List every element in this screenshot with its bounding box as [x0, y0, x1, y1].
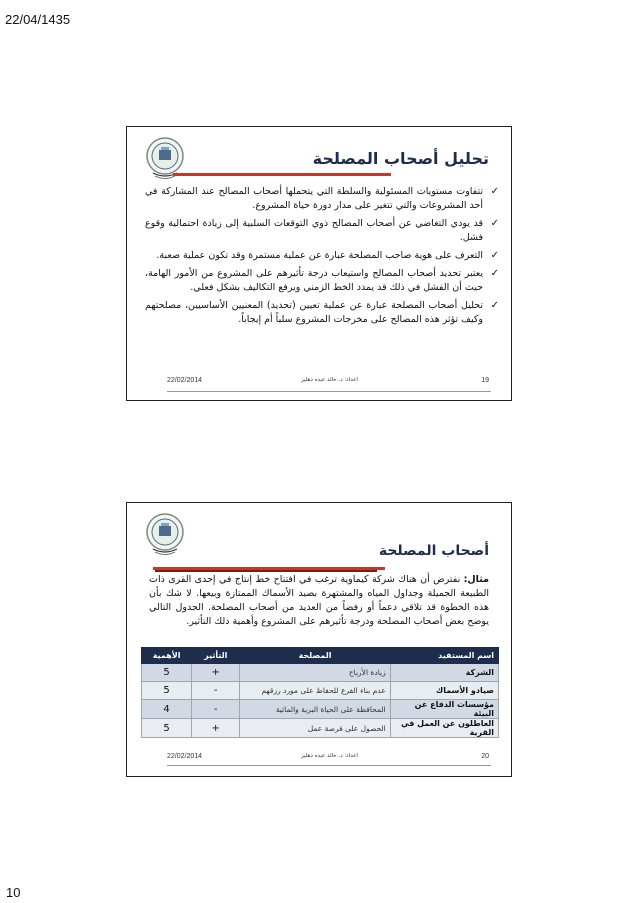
header-interest: المصلحة [240, 648, 390, 664]
page-date: 22/04/1435 [5, 12, 71, 27]
slide-19 [126, 126, 512, 401]
cell-interest: المحافظة على الحياة البرية والمائية [240, 700, 390, 719]
bullet-item: ✓ التعرف على هوية صاحب المصلحة عبارة عن عملية مستمرة وقد تكون عملية صعبة. [156, 250, 499, 261]
check-icon: ✓ [490, 250, 499, 261]
bullet-item: ✓ تحليل أصحاب المصلحة عبارة عن عملية تعيين (تحديد) المعنيين الأساسيين، مصلحتهم وكيف تؤثر هذه المصالح على مخرجات المشروع سلباً أم إيجاباً. [145, 300, 499, 325]
cell-effect: + [192, 664, 240, 682]
check-icon: ✓ [490, 268, 499, 279]
cell-name: مؤسسات الدفاع عن البيئة [390, 700, 498, 719]
footer-divider [167, 765, 491, 766]
slide-title: أصحاب المصلحة [378, 543, 489, 559]
cell-interest: زيادة الأرباح [240, 664, 390, 682]
example-label: مثال: [463, 574, 489, 585]
footer-divider [167, 391, 491, 392]
cell-effect: - [192, 682, 240, 700]
footer-author: اعداد: د. خالد عبده دهليز [301, 377, 358, 383]
table-row [142, 682, 499, 700]
title-underline-accent [155, 570, 377, 572]
example-text: نفترض أن هناك شركة كيماوية ترغب في افتتاح خط إنتاج في إحدى القرى ذات الطبيعة الجميلة وجداول المياه والمشتهرة بصيد الأسماك الممتازة وبيعها. لا شك بأن هذه الخطوة قد تلاقي دعماً أو رفضاً من العديد من أصحاب المصلحة. الجدول التالي يوضح بعض أصحاب المصلحة ودرجة تأثيرهم على المشروع وأهمية ذلك التأثير. [149, 574, 489, 627]
cell-name: صيادو الأسماك [390, 682, 498, 700]
footer-date: 22/02/2014 [167, 377, 203, 384]
cell-importance: 5 [142, 719, 192, 738]
header-importance: الأهمية [142, 648, 192, 664]
cell-interest: عدم بناء الفرع للحفاظ على مورد رزقهم [240, 682, 390, 700]
cell-importance: 5 [142, 682, 192, 700]
cell-importance: 4 [142, 700, 192, 719]
check-icon: ✓ [490, 300, 499, 311]
page-number: 10 [6, 885, 21, 900]
header-effect: التأثير [192, 648, 240, 664]
bullet-item: ✓ تتفاوت مستويات المسئولية والسلطة التي يتحملها أصحاب المصالح عند المشاركة في أحد المشروعات والتي تتغير على مدار دورة حياة المشروع. [145, 186, 499, 211]
slide-20 [126, 502, 512, 777]
bullet-item: ✓ قد يودي التغاضي عن أصحاب المصالح ذوي التوقعات السلبية إلى زيادة احتمالية وقوع فشل. [145, 218, 499, 243]
table-header-row [142, 648, 499, 664]
cell-effect: - [192, 700, 240, 719]
slide-number: 19 [481, 377, 489, 384]
footer-author: اعداد: د. خالد عبده دهليز [301, 753, 358, 759]
cell-importance: 5 [142, 664, 192, 682]
slide-number: 20 [481, 753, 489, 760]
cell-name: العاطلون عن العمل في القرية [390, 719, 498, 738]
table-row [142, 664, 499, 682]
table-row [142, 719, 499, 738]
table-row [142, 700, 499, 719]
cell-name: الشركة [390, 664, 498, 682]
footer-date: 22/02/2014 [167, 753, 203, 760]
bullet-item: ✓ يعتبر تحديد أصحاب المصالح واستيعاب درجة تأثيرهم على المشروع من الأمور الهامة، حيث أن الفشل في ذلك قد يمدد الخط الزمني ويرفع التكاليف بشكل فعلي. [145, 268, 499, 293]
slide-title: تحليل أصحاب المصلحة [312, 149, 489, 168]
bullet-list [145, 185, 499, 331]
cell-interest: الحصول على فرصة عمل [240, 719, 390, 738]
university-seal-logo [145, 511, 185, 557]
stakeholders-table [141, 647, 499, 738]
title-underline [173, 173, 391, 176]
check-icon: ✓ [490, 186, 499, 197]
header-name: اسم المستفيد [390, 648, 498, 664]
check-icon: ✓ [490, 218, 499, 229]
example-paragraph [149, 573, 489, 629]
cell-effect: + [192, 719, 240, 738]
slide-footer [167, 753, 489, 765]
slide-footer [167, 377, 489, 389]
